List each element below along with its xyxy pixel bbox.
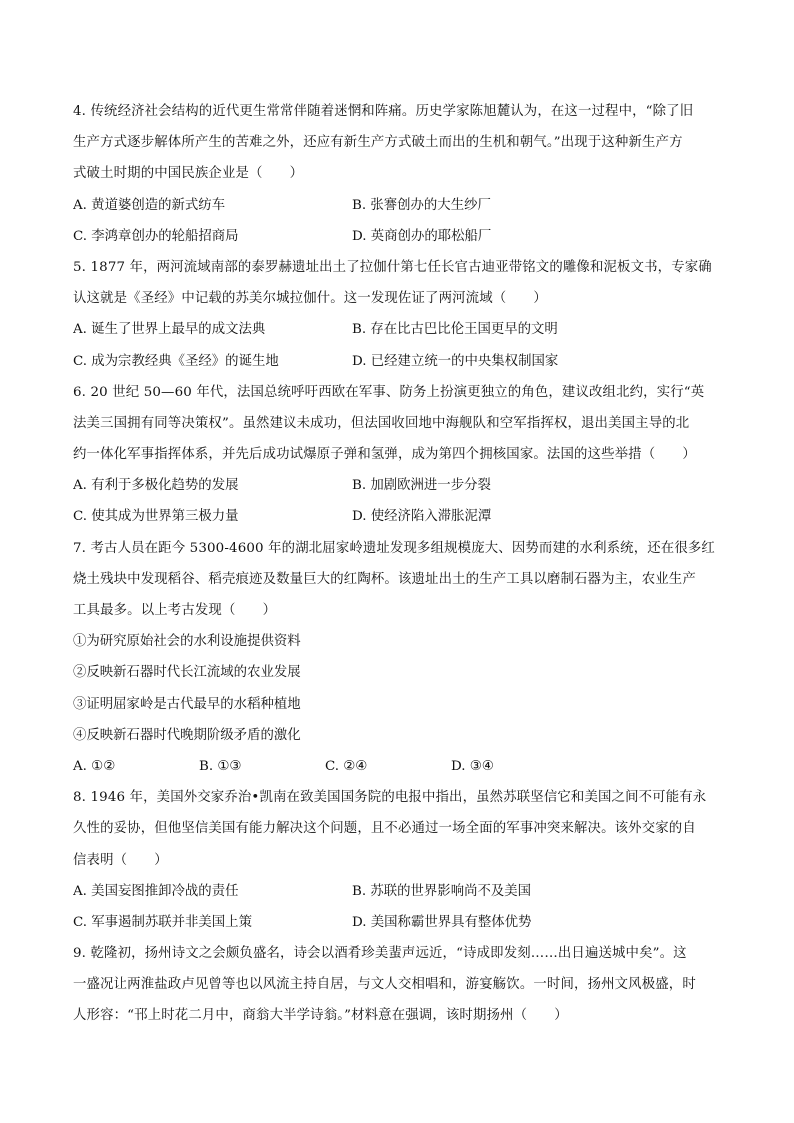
question-7: [73, 533, 723, 783]
option-row: [73, 470, 723, 501]
option-a[interactable]: A. 诞生了世界上最早的成文法典: [73, 322, 266, 338]
option-a[interactable]: A. 美国妄图推卸冷战的责任: [73, 883, 239, 899]
option-row: [73, 876, 723, 907]
question-stem-line: 法美三国拥有同等决策权”。虽然建议未成功，但法国收回地中海舰队和空军指挥权，退出美国主导的北: [73, 415, 690, 431]
question-stem-line: 认这就是《圣经》中记载的苏美尔城拉伽什。这一发现佐证了两河流域（ ）: [73, 291, 547, 307]
question-stem-line: 久性的妥协，但他坚信美国有能力解决这个问题，且不必通过一场全面的军事冲突来解决。该外交家的自: [73, 821, 696, 837]
question-stem-line: 生产方式逐步解体所产生的苦难之外，还应有新生产方式破土而出的生机和朝气。”出现于这种新生产方: [73, 135, 683, 151]
option-a[interactable]: A. ①②: [73, 758, 116, 774]
option-d[interactable]: D. 已经建立统一的中央集权制国家: [352, 353, 559, 369]
question-stem-line: 人形容：“邗上时花二月中，商翁大半学诗翁。”材料意在强调，该时期扬州（ ）: [73, 1008, 568, 1024]
option-a[interactable]: A. 有利于多极化趋势的发展: [73, 478, 239, 494]
option-row: [73, 346, 723, 377]
option-row: [73, 751, 723, 782]
question-stem-line: 4. 传统经济社会结构的近代更生常常伴随着迷惘和阵痛。历史学家陈旭麓认为，在这一过程中，“除了旧: [73, 104, 694, 119]
statement-3: ③证明屈家岭是古代最早的水稻种植地: [73, 696, 301, 712]
statement-4: ④反映新石器时代晚期阶级矛盾的激化: [73, 727, 301, 743]
question-6: [73, 377, 723, 533]
question-stem-line: 约一体化军事指挥体系，并先后成功试爆原子弹和氢弹，成为第四个拥核国家。法国的这些举措（ ）: [73, 447, 696, 463]
option-c[interactable]: C. 军事遏制苏联并非美国上策: [73, 914, 252, 930]
option-b[interactable]: B. 张謇创办的大生纱厂: [352, 197, 491, 213]
question-stem-line: 式破土时期的中国民族企业是（ ）: [73, 166, 304, 182]
option-row: [73, 190, 723, 221]
option-d[interactable]: D. ③④: [451, 758, 494, 774]
question-stem-line: 5. 1877 年，两河流域南部的泰罗赫遗址出土了拉伽什第七任长官古迪亚带铭文的雕像和泥板文书，专家确: [73, 259, 712, 275]
option-b[interactable]: B. 加剧欧洲进一步分裂: [352, 478, 491, 494]
statement-1: ①为研究原始社会的水利设施提供资料: [73, 634, 301, 650]
question-stem-line: 烧土残块中发现稻谷、稻壳痕迹及数量巨大的红陶杯。该遗址出土的生产工具以磨制石器为主，农业生产: [73, 571, 696, 587]
question-8: [73, 782, 723, 938]
option-row: [73, 314, 723, 345]
question-stem-line: 一盛况让两淮盐政卢见曾等也以风流主持自居，与文人交相唱和，游宴觞饮。一时间，扬州文风极盛，时: [73, 977, 696, 993]
question-stem-line: 7. 考古人员在距今 5300-4600 年的湖北屈家岭遗址发现多组规模庞大、因势而建的水利系统，还在很多红: [73, 540, 715, 556]
question-stem-line: 6. 20 世纪 50—60 年代，法国总统呼吁西欧在军事、防务上扮演更独立的角色，建议改组北约，实行“英: [73, 384, 705, 400]
option-c[interactable]: C. ②④: [325, 758, 368, 774]
question-stem-line: 工具最多。以上考古发现（ ）: [73, 603, 277, 618]
question-stem-line: 8. 1946 年，美国外交家乔治•凯南在致美国国务院的电报中指出，虽然苏联坚信它和美国之间不可能有永: [73, 790, 707, 806]
option-c[interactable]: C. 使其成为世界第三极力量: [73, 509, 239, 525]
option-c[interactable]: C. 成为宗教经典《圣经》的诞生地: [73, 353, 279, 369]
option-row: [73, 501, 723, 532]
option-row: [73, 221, 723, 252]
question-4: [73, 96, 723, 252]
option-d[interactable]: D. 使经济陷入滞胀泥潭: [352, 509, 492, 525]
option-d[interactable]: D. 美国称霸世界具有整体优势: [352, 914, 532, 930]
option-a[interactable]: A. 黄道婆创造的新式纺车: [73, 197, 226, 213]
option-row: [73, 907, 723, 938]
question-5: [73, 252, 723, 377]
option-b[interactable]: B. 苏联的世界影响尚不及美国: [352, 883, 532, 899]
option-c[interactable]: C. 李鸿章创办的轮船招商局: [73, 228, 239, 244]
option-b[interactable]: B. ①③: [199, 758, 242, 774]
question-stem-line: 9. 乾隆初，扬州诗文之会颇负盛名，诗会以酒肴珍美蜚声远近，“诗成即发刻……出日遍送城中矣”。这: [73, 946, 687, 962]
exam-page: [73, 96, 723, 1032]
option-d[interactable]: D. 英商创办的耶松船厂: [352, 228, 492, 244]
option-b[interactable]: B. 存在比古巴比伦王国更早的文明: [352, 322, 558, 338]
question-stem-line: 信表明（ ）: [73, 852, 168, 868]
question-9: [73, 938, 723, 1032]
statement-2: ②反映新石器时代长江流域的农业发展: [73, 665, 301, 681]
